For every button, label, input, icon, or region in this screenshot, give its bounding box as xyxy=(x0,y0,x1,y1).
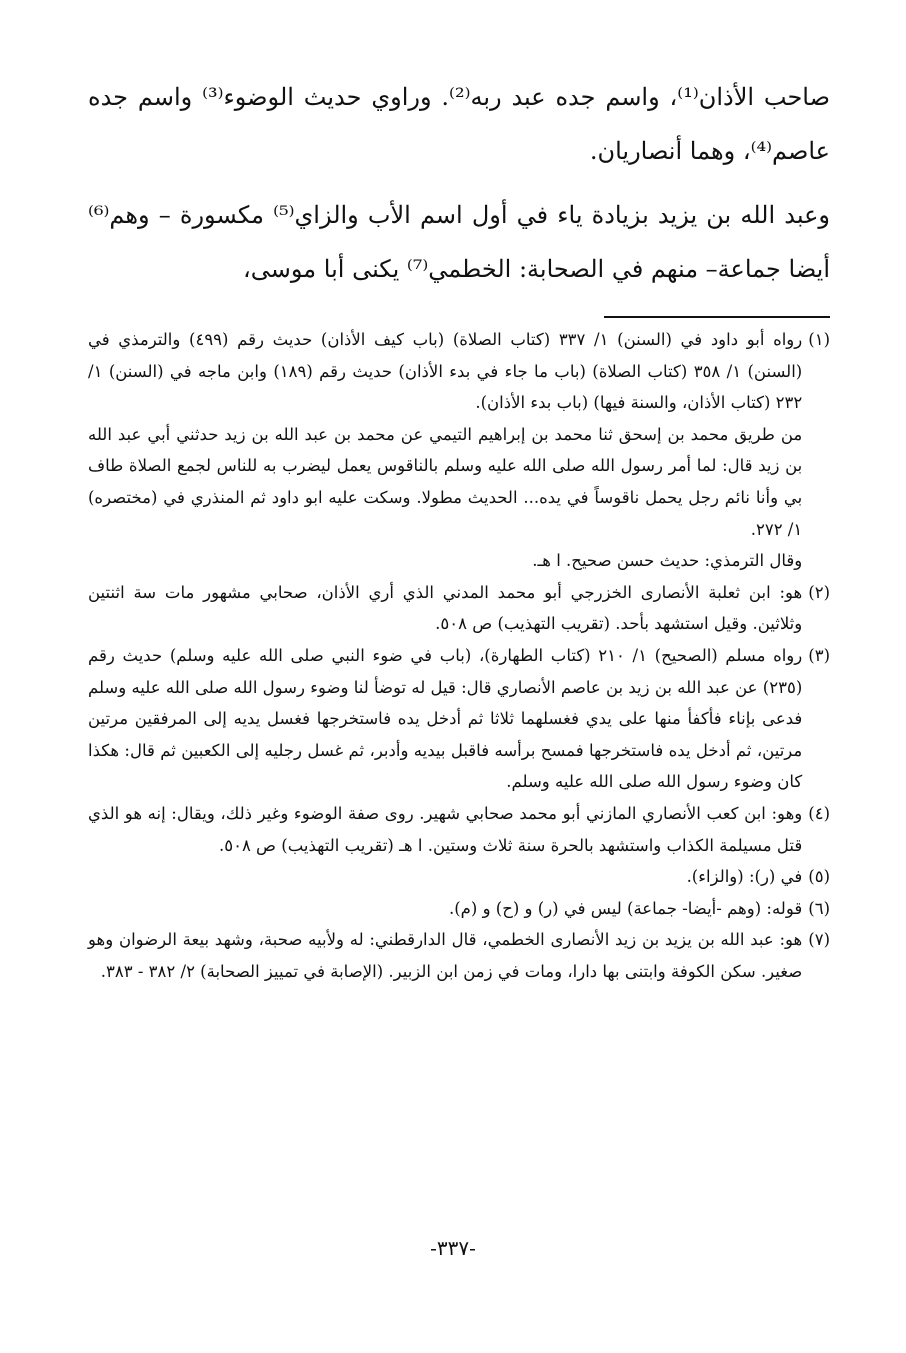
footnote-paragraph: هو: ابن ثعلبة الأنصارى الخزرجي أبو محمد المدني الذي أري الأذان، صحابي مشهور مات سة اثنتين وثلاثين. وقيل استشهد بأحد. (تقريب التهذيب) ص ٥٠٨. xyxy=(88,582,803,634)
footnote-body xyxy=(88,577,802,640)
footnote-number: (٤) xyxy=(808,803,830,823)
footnote-body xyxy=(88,324,802,577)
footnote-7 xyxy=(88,924,830,987)
footnote-2 xyxy=(88,577,830,640)
footnote-body xyxy=(88,924,802,987)
footnote-paragraph: هو: عبد الله بن يزيد بن زيد الأنصارى الخطمي، قال الدارقطني: له ولأبيه صحبة، وشهد بيعة الرضوان وهو صغير. سكن الكوفة وابتنى بها دارا، ومات في زمن ابن الزبير. (الإصابة في تمييز الصحابة) ٢/ ٣٨٢ - ٣٨٣. xyxy=(88,930,803,981)
footnote-number: (١) xyxy=(808,330,830,349)
footnote-number: (٢) xyxy=(808,582,830,602)
footnote-paragraph: رواه أبو داود في (السنن) ١/ ٣٣٧ (كتاب الصلاة) (باب كيف الأذان) حديث رقم (٤٩٩) والترمذي في (السنن) ١/ ٣٥٨ (كتاب الصلاة) (باب ما جاء في بدء الأذان) حديث رقم (١٨٩) وابن ماجه في (السنن) ١/ ٢٣٢ (كتاب الأذان، والسنة فيها) (باب بدء الأذان). xyxy=(88,330,803,413)
footnote-paragraph: رواه مسلم (الصحيح) ١/ ٢١٠ (كتاب الطهارة)، (باب في ضوء النبي صلى الله عليه وسلم) حديث رقم (٢٣٥) عن عبد الله بن زيد بن عاصم الأنصاري قال: قيل له توضأ لنا وضوء رسول الله صلى الله عليه وسلم فدعى بإناء فأكفأ منها على يدي فغسلهما ثلاثا ثم أدخل يده فاستخرجها فغسل يديه إلى المرفقين مرتين مرتين، ثم أدخل يده فاستخرجها فمسح برأسه فاقبل بيديه وأدبر، ثم غسل رجليه إلى الكعبين ثم قال: هكذا كان وضوء رسول الله صلى الله عليه وسلم. xyxy=(87,645,803,792)
footnote-6 xyxy=(88,893,830,925)
footnote-number: (٦) xyxy=(808,898,830,918)
main-paragraph-1: صاحب الأذان⁽¹⁾، واسم جده عبد ربه⁽²⁾. وراوي حديث الوضوء⁽³⁾ واسم جده عاصم⁽⁴⁾، وهما أنصاريان. xyxy=(88,83,830,165)
footnote-separator xyxy=(604,316,830,318)
footnote-number: (٥) xyxy=(808,867,830,887)
footnote-number: (٣) xyxy=(808,645,830,665)
footnote-paragraph: قوله: (وهم -أيضا- جماعة) ليس في (ر) و (ح) و (م). xyxy=(448,898,803,918)
footnote-5 xyxy=(88,861,830,893)
footnote-4 xyxy=(88,798,830,861)
footnote-number: (٧) xyxy=(808,930,830,950)
footnote-3 xyxy=(88,640,830,798)
footnote-paragraph: في (ر): (والزاء). xyxy=(686,867,803,887)
footnote-1 xyxy=(88,324,830,577)
footnote-body xyxy=(88,798,802,861)
footnote-body xyxy=(88,640,802,798)
footnote-paragraph: من طريق محمد بن إسحق ثنا محمد بن إبراهيم التيمي عن محمد بن عبد الله بن زيد حدثني أبي عبد الله بن زيد قال: لما أمر رسول الله صلى الله عليه وسلم بالناقوس يعمل ليضرب به للناس لجمع الصلاة طاف بي وأنا نائم رجل يحمل ناقوساً في يده... الحديث مطولا. وسكت عليه ابو داود ثم المنذري في (مختصره) ١/ ٢٧٢. xyxy=(88,424,803,539)
footnote-body xyxy=(88,893,802,925)
footnote-paragraph: وهو: ابن كعب الأنصاري المازني أبو محمد صحابي شهير. روى صفة الوضوء وغير ذلك، ويقال: إنه هو الذي قتل مسيلمة الكذاب واستشهد بالحرة سنة ثلاث وستين. ا هـ (تقريب التهذيب) ص ٥٠٨. xyxy=(88,803,803,855)
main-text xyxy=(88,70,830,296)
main-paragraph-2: وعبد الله بن يزيد بزيادة ياء في أول اسم الأب والزاي⁽⁵⁾ مكسورة – وهم⁽⁶⁾ أيضا جماعة– منهم في الصحابة: الخطمي⁽⁷⁾ يكنى أبا موسى، xyxy=(88,201,830,283)
footnotes xyxy=(88,324,830,987)
footnote-paragraph: وقال الترمذي: حديث حسن صحيح. ا هـ. xyxy=(532,551,803,571)
page-number: -٣٣٧- xyxy=(430,1236,476,1260)
footnote-body xyxy=(88,861,802,893)
